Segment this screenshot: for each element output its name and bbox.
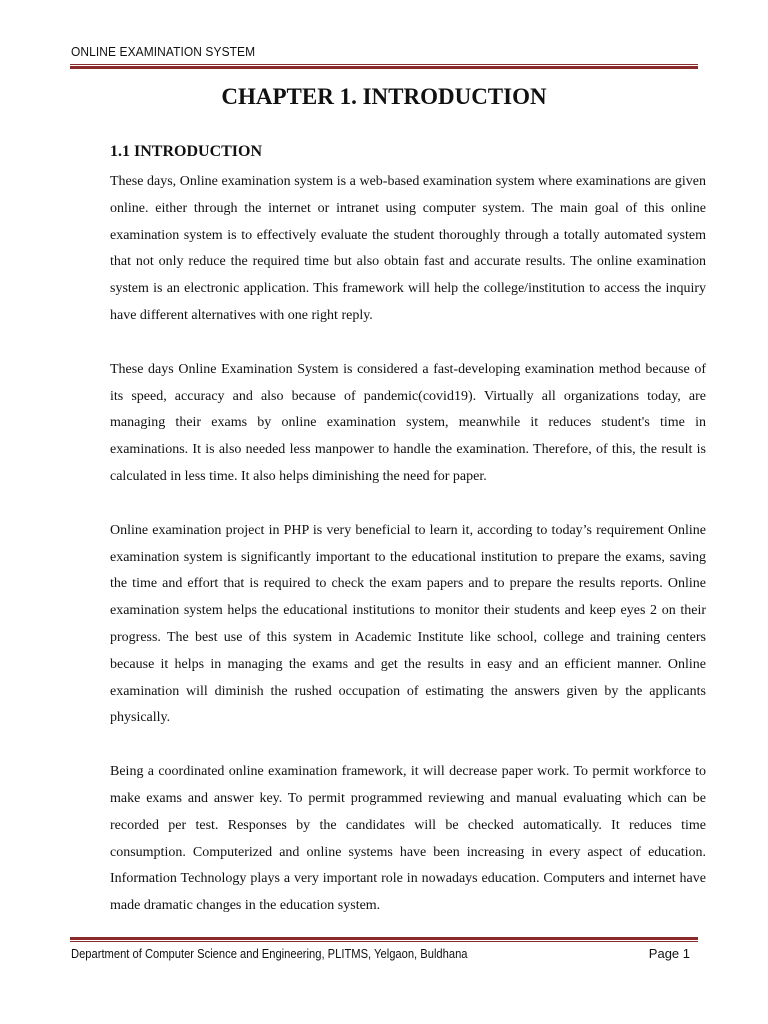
running-header: ONLINE EXAMINATION SYSTEM: [71, 44, 256, 59]
header-rule: [70, 64, 698, 69]
body-text: [110, 169, 706, 947]
section-title: 1.1 INTRODUCTION: [110, 143, 263, 160]
footer-page-number: Page 1: [648, 946, 690, 961]
chapter-title: CHAPTER 1. INTRODUCTION: [221, 84, 547, 109]
paragraph-3: Online examination project in PHP is very beneficial to learn it, according to today’s requirement Online examination system is significantly important to the educational institution to prepare the exams, saving the time and effort that is required to check the exam papers and to prepare the results reports. Online examination system helps the educational institutions to monitor their students and keep eyes 2 on their progress. The best use of this system in Academic Institute like school, college and training centers because it helps in managing the exams and get the results in easy and an efficient manner. Online examination will diminish the rushed occupation of estimating the answers given by the applicants physically.: [110, 522, 706, 726]
paragraph-2: These days Online Examination System is considered a fast-developing examination method because of its speed, accuracy and also because of pandemic(covid19). Virtually all organizations today, are managing their exams by online examination system, meanwhile it reduces student's time in examinations. It is also needed less manpower to handle the examination. Therefore, of this, the result is calculated in less time. It also helps diminishing the need for paper.: [110, 361, 706, 484]
paragraph-1: These days, Online examination system is a web-based examination system where examinations are given online. either through the internet or intranet using computer system. The main goal of this online examination system is to effectively evaluate the student thoroughly through a totally automated system that not only reduce the required time but also obtain fast and accurate results. The online examination system is an electronic application. This framework will help the college/institution to access the inquiry have different alternatives with one right reply.: [110, 174, 706, 323]
paragraph-4: Being a coordinated online examination framework, it will decrease paper work. To permit workforce to make exams and answer key. To permit programmed reviewing and manual evaluating which can be recorded per test. Responses by the candidates will be checked automatically. It reduces time consumption. Computerized and online systems have been increasing in every aspect of education. Information Technology plays a very important role in nowadays education. Computers and internet have made dramatic changes in the education system.: [110, 764, 706, 914]
footer-department: Department of Computer Science and Engineering, PLITMS, Yelgaon, Buldhana: [71, 946, 468, 961]
footer-rule: [70, 937, 698, 942]
